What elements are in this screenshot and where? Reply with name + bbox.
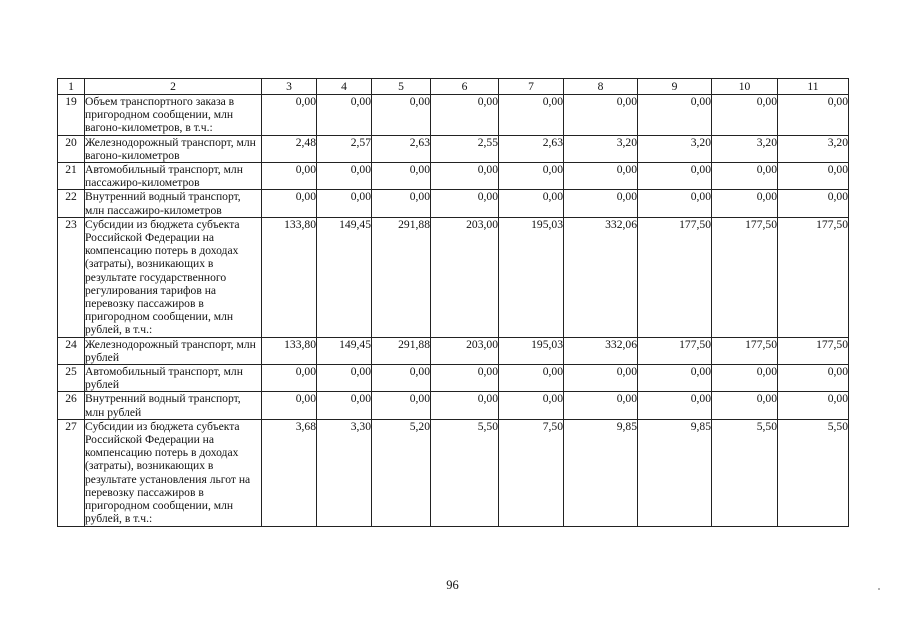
data-table	[57, 78, 849, 527]
value-cell: 0,00	[431, 392, 499, 419]
value-cell: 177,50	[712, 217, 778, 337]
value-cell: 0,00	[262, 95, 317, 136]
value-cell: 3,20	[564, 135, 638, 162]
value-cell: 0,00	[712, 365, 778, 392]
value-cell: 177,50	[778, 337, 849, 364]
value-cell: 2,63	[372, 135, 431, 162]
value-cell: 149,45	[317, 217, 372, 337]
value-cell: 0,00	[499, 190, 564, 217]
row-number: 22	[58, 190, 85, 217]
value-cell: 0,00	[431, 365, 499, 392]
value-cell: 177,50	[712, 337, 778, 364]
value-cell: 291,88	[372, 217, 431, 337]
table-row	[58, 190, 849, 217]
value-cell: 0,00	[564, 365, 638, 392]
value-cell: 0,00	[431, 163, 499, 190]
value-cell: 177,50	[638, 217, 712, 337]
table-row	[58, 135, 849, 162]
value-cell: 332,06	[564, 337, 638, 364]
value-cell: 0,00	[778, 392, 849, 419]
value-cell: 5,50	[778, 419, 849, 526]
value-cell: 5,50	[712, 419, 778, 526]
row-label: Внутренний водный транспорт, млн пассажиро-километров	[85, 190, 262, 217]
value-cell: 195,03	[499, 337, 564, 364]
row-label: Автомобильный транспорт, млн рублей	[85, 365, 262, 392]
value-cell: 0,00	[638, 190, 712, 217]
value-cell: 0,00	[638, 95, 712, 136]
table-row	[58, 95, 849, 136]
value-cell: 0,00	[317, 190, 372, 217]
column-header: 2	[85, 79, 262, 95]
column-header: 9	[638, 79, 712, 95]
table-row	[58, 163, 849, 190]
value-cell: 0,00	[778, 365, 849, 392]
value-cell: 0,00	[638, 392, 712, 419]
value-cell: 0,00	[262, 163, 317, 190]
column-header: 7	[499, 79, 564, 95]
value-cell: 0,00	[372, 190, 431, 217]
column-header: 8	[564, 79, 638, 95]
value-cell: 0,00	[712, 190, 778, 217]
column-header: 3	[262, 79, 317, 95]
value-cell: 2,48	[262, 135, 317, 162]
value-cell: 0,00	[372, 392, 431, 419]
column-header: 5	[372, 79, 431, 95]
value-cell: 0,00	[499, 163, 564, 190]
value-cell: 0,00	[372, 163, 431, 190]
value-cell: 0,00	[712, 163, 778, 190]
value-cell: 3,20	[778, 135, 849, 162]
value-cell: 0,00	[712, 95, 778, 136]
row-label: Железнодорожный транспорт, млн вагоно-километров	[85, 135, 262, 162]
value-cell: 177,50	[778, 217, 849, 337]
value-cell: 0,00	[262, 365, 317, 392]
row-label: Автомобильный транспорт, млн пассажиро-километров	[85, 163, 262, 190]
value-cell: 2,63	[499, 135, 564, 162]
row-label: Железнодорожный транспорт, млн рублей	[85, 337, 262, 364]
value-cell: 133,80	[262, 337, 317, 364]
value-cell: 0,00	[431, 95, 499, 136]
value-cell: 0,00	[317, 163, 372, 190]
value-cell: 0,00	[638, 365, 712, 392]
value-cell: 0,00	[712, 392, 778, 419]
value-cell: 203,00	[431, 337, 499, 364]
value-cell: 0,00	[372, 365, 431, 392]
value-cell: 3,20	[638, 135, 712, 162]
row-number: 19	[58, 95, 85, 136]
table-row	[58, 365, 849, 392]
value-cell: 0,00	[317, 392, 372, 419]
table-row	[58, 217, 849, 337]
column-header: 6	[431, 79, 499, 95]
value-cell: 203,00	[431, 217, 499, 337]
row-label: Субсидии из бюджета субъекта Российской Федерации на компенсацию потерь в доходах (затраты), возникающих в результате государственного регулирования тарифов на перевозку пассажиров в пригородном сообщении, млн рублей, в т.ч.:	[85, 217, 262, 337]
value-cell: 0,00	[317, 365, 372, 392]
value-cell: 2,57	[317, 135, 372, 162]
row-number: 21	[58, 163, 85, 190]
value-cell: 0,00	[564, 190, 638, 217]
value-cell: 3,68	[262, 419, 317, 526]
value-cell: 0,00	[564, 95, 638, 136]
value-cell: 5,50	[431, 419, 499, 526]
value-cell: 0,00	[262, 392, 317, 419]
value-cell: 0,00	[499, 365, 564, 392]
value-cell: 195,03	[499, 217, 564, 337]
value-cell: 133,80	[262, 217, 317, 337]
value-cell: 2,55	[431, 135, 499, 162]
value-cell: 5,20	[372, 419, 431, 526]
table-row	[58, 337, 849, 364]
row-label: Внутренний водный транспорт, млн рублей	[85, 392, 262, 419]
row-number: 26	[58, 392, 85, 419]
row-number: 24	[58, 337, 85, 364]
value-cell: 291,88	[372, 337, 431, 364]
value-cell: 0,00	[564, 392, 638, 419]
value-cell: 0,00	[778, 95, 849, 136]
column-header: 10	[712, 79, 778, 95]
value-cell: 0,00	[778, 163, 849, 190]
value-cell: 332,06	[564, 217, 638, 337]
value-cell: 0,00	[499, 392, 564, 419]
value-cell: 0,00	[638, 163, 712, 190]
value-cell: 0,00	[431, 190, 499, 217]
value-cell: 9,85	[638, 419, 712, 526]
value-cell: 149,45	[317, 337, 372, 364]
table-header-row	[58, 79, 849, 95]
value-cell: 177,50	[638, 337, 712, 364]
row-number: 25	[58, 365, 85, 392]
value-cell: 3,30	[317, 419, 372, 526]
value-cell: 0,00	[262, 190, 317, 217]
value-cell: 7,50	[499, 419, 564, 526]
row-label: Субсидии из бюджета субъекта Российской Федерации на компенсацию потерь в доходах (затраты), возникающих в результате установления льгот на перевозку пассажиров в пригородном сообщении, млн рублей, в т.ч.:	[85, 419, 262, 526]
table-body	[58, 95, 849, 527]
value-cell: 0,00	[317, 95, 372, 136]
table-row	[58, 392, 849, 419]
page-number: 96	[446, 578, 459, 592]
value-cell: 0,00	[564, 163, 638, 190]
row-number: 20	[58, 135, 85, 162]
value-cell: 9,85	[564, 419, 638, 526]
row-number: 23	[58, 217, 85, 337]
value-cell: 0,00	[778, 190, 849, 217]
value-cell: 0,00	[372, 95, 431, 136]
row-number: 27	[58, 419, 85, 526]
scan-dot	[878, 588, 880, 590]
column-header: 11	[778, 79, 849, 95]
value-cell: 3,20	[712, 135, 778, 162]
row-label: Объем транспортного заказа в пригородном сообщении, млн вагоно-километров, в т.ч.:	[85, 95, 262, 136]
table-row	[58, 419, 849, 526]
value-cell: 0,00	[499, 95, 564, 136]
column-header: 4	[317, 79, 372, 95]
column-header: 1	[58, 79, 85, 95]
